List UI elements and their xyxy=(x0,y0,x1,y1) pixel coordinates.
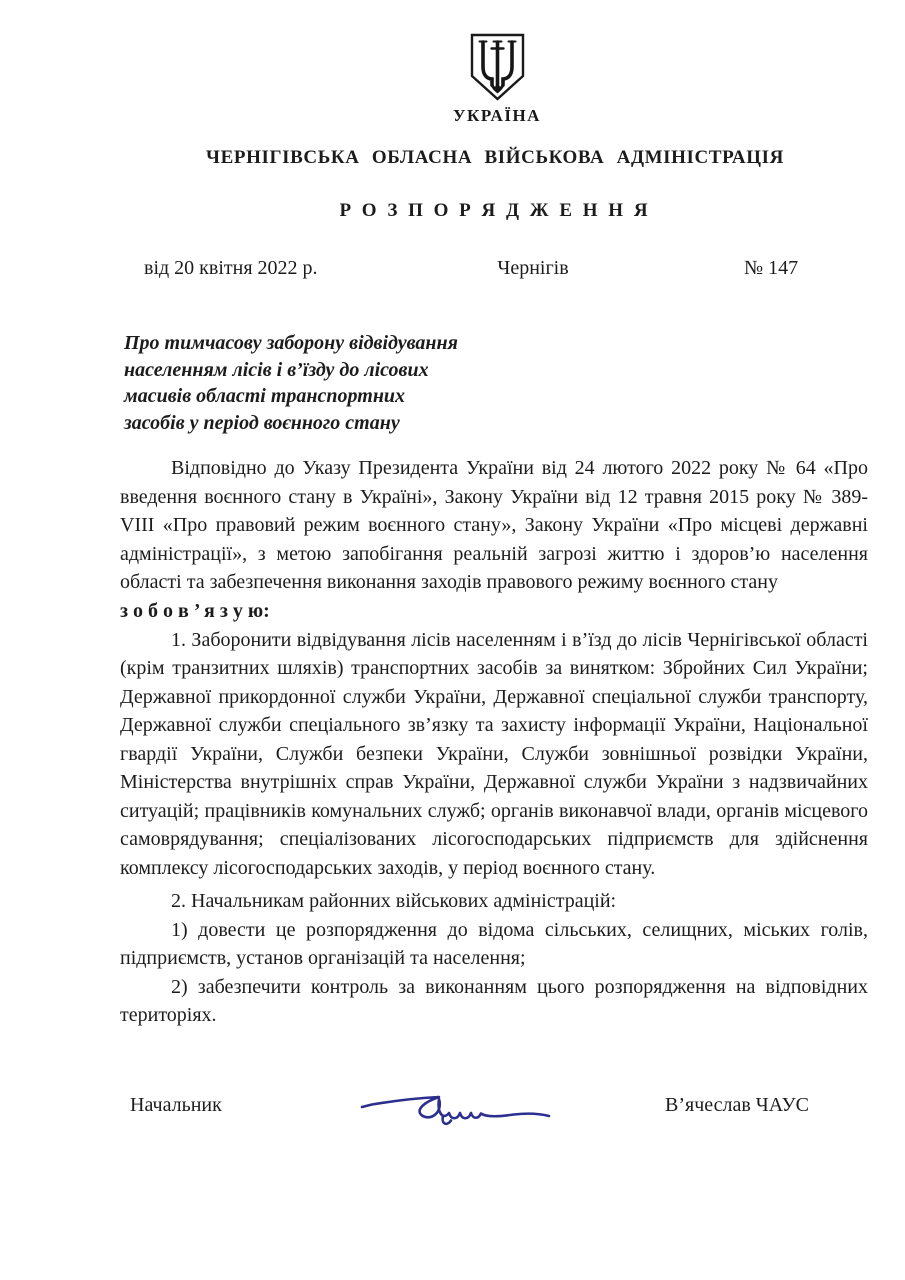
signer-title: Начальник xyxy=(130,1094,222,1116)
document-body xyxy=(120,454,868,1030)
item-2-sub-1-paragraph: 1) довести це розпорядження до відома сільських, селищних, міських голів, підприємств, установ організацій та населення; xyxy=(120,918,868,969)
document-number: № 147 xyxy=(744,257,799,279)
requisites-row xyxy=(122,257,868,283)
subject-line-2: населенням лісів і в’їзду до лісових xyxy=(124,358,429,381)
organization-name: ЧЕРНІГІВСЬКА ОБЛАСНА ВІЙСЬКОВА АДМІНІСТРАЦІЯ xyxy=(206,147,784,168)
item-2-paragraph: 2. Начальникам районних військових адміністрацій: xyxy=(171,890,617,912)
document-date: від 20 квітня 2022 р. xyxy=(144,257,318,279)
subject-line-1: Про тимчасову заборону відвідування xyxy=(124,332,458,354)
item-2-sub-2-paragraph: 2) забезпечити контроль за виконанням цього розпорядження на відповідних територіях. xyxy=(120,975,868,1026)
tryzub-coat-of-arms-icon xyxy=(470,33,525,101)
signature-row xyxy=(122,1094,868,1122)
document-city: Чернігів xyxy=(497,257,569,279)
preamble-paragraph: Відповідно до Указу Президента України від 24 лютого 2022 року № 64 «Про введення воєнного стану в Україні», Закону України від 12 травня 2015 року № 389-VIII «Про правовий режим воєнного стану», Закону України «Про місцеві державні адміністрації», з метою запобігання реальній загрозі життю і здоров’ю населення області та забезпечення виконання заходів правового режиму воєнного стану xyxy=(120,457,868,593)
resolve-word: з о б о в ’ я з у ю: xyxy=(120,599,270,622)
document-type-title: Р О З П О Р Я Д Ж Е Н Н Я xyxy=(339,200,651,221)
subject-line-4: засобів у період воєнного стану xyxy=(124,411,400,434)
country-name-label: УКРАЇНА xyxy=(453,106,541,125)
tryzub-bottom-diamond xyxy=(494,83,501,94)
item-1-paragraph: 1. Заборонити відвідування лісів населенням і в’їзд до лісів Чернігівської області (крім транзитних шляхів) транспортних засобів за винятком: Збройних Сил України; Державної прикордонної служби України, Державної спеціальної служби транспорту, Державної служби спеціального зв’язку та захисту інформації України, Національної гвардії України, Служби безпеки України, Служби зовнішньої розвідки України, Міністерства внутрішніх справ України, Державної служби України з надзвичайних ситуацій; працівників комунальних служб; органів виконавчої влади, органів місцевого самоврядування; спеціалізованих лісогосподарських підприємств для здійснення комплексу лісогосподарських заходів, у період воєнного стану. xyxy=(120,628,868,879)
coat-of-arms-block xyxy=(437,33,557,126)
document-subject xyxy=(124,330,544,436)
subject-line-3: масивів області транспортних xyxy=(124,385,406,407)
signer-name: В’ячеслав ЧАУС xyxy=(665,1094,809,1116)
